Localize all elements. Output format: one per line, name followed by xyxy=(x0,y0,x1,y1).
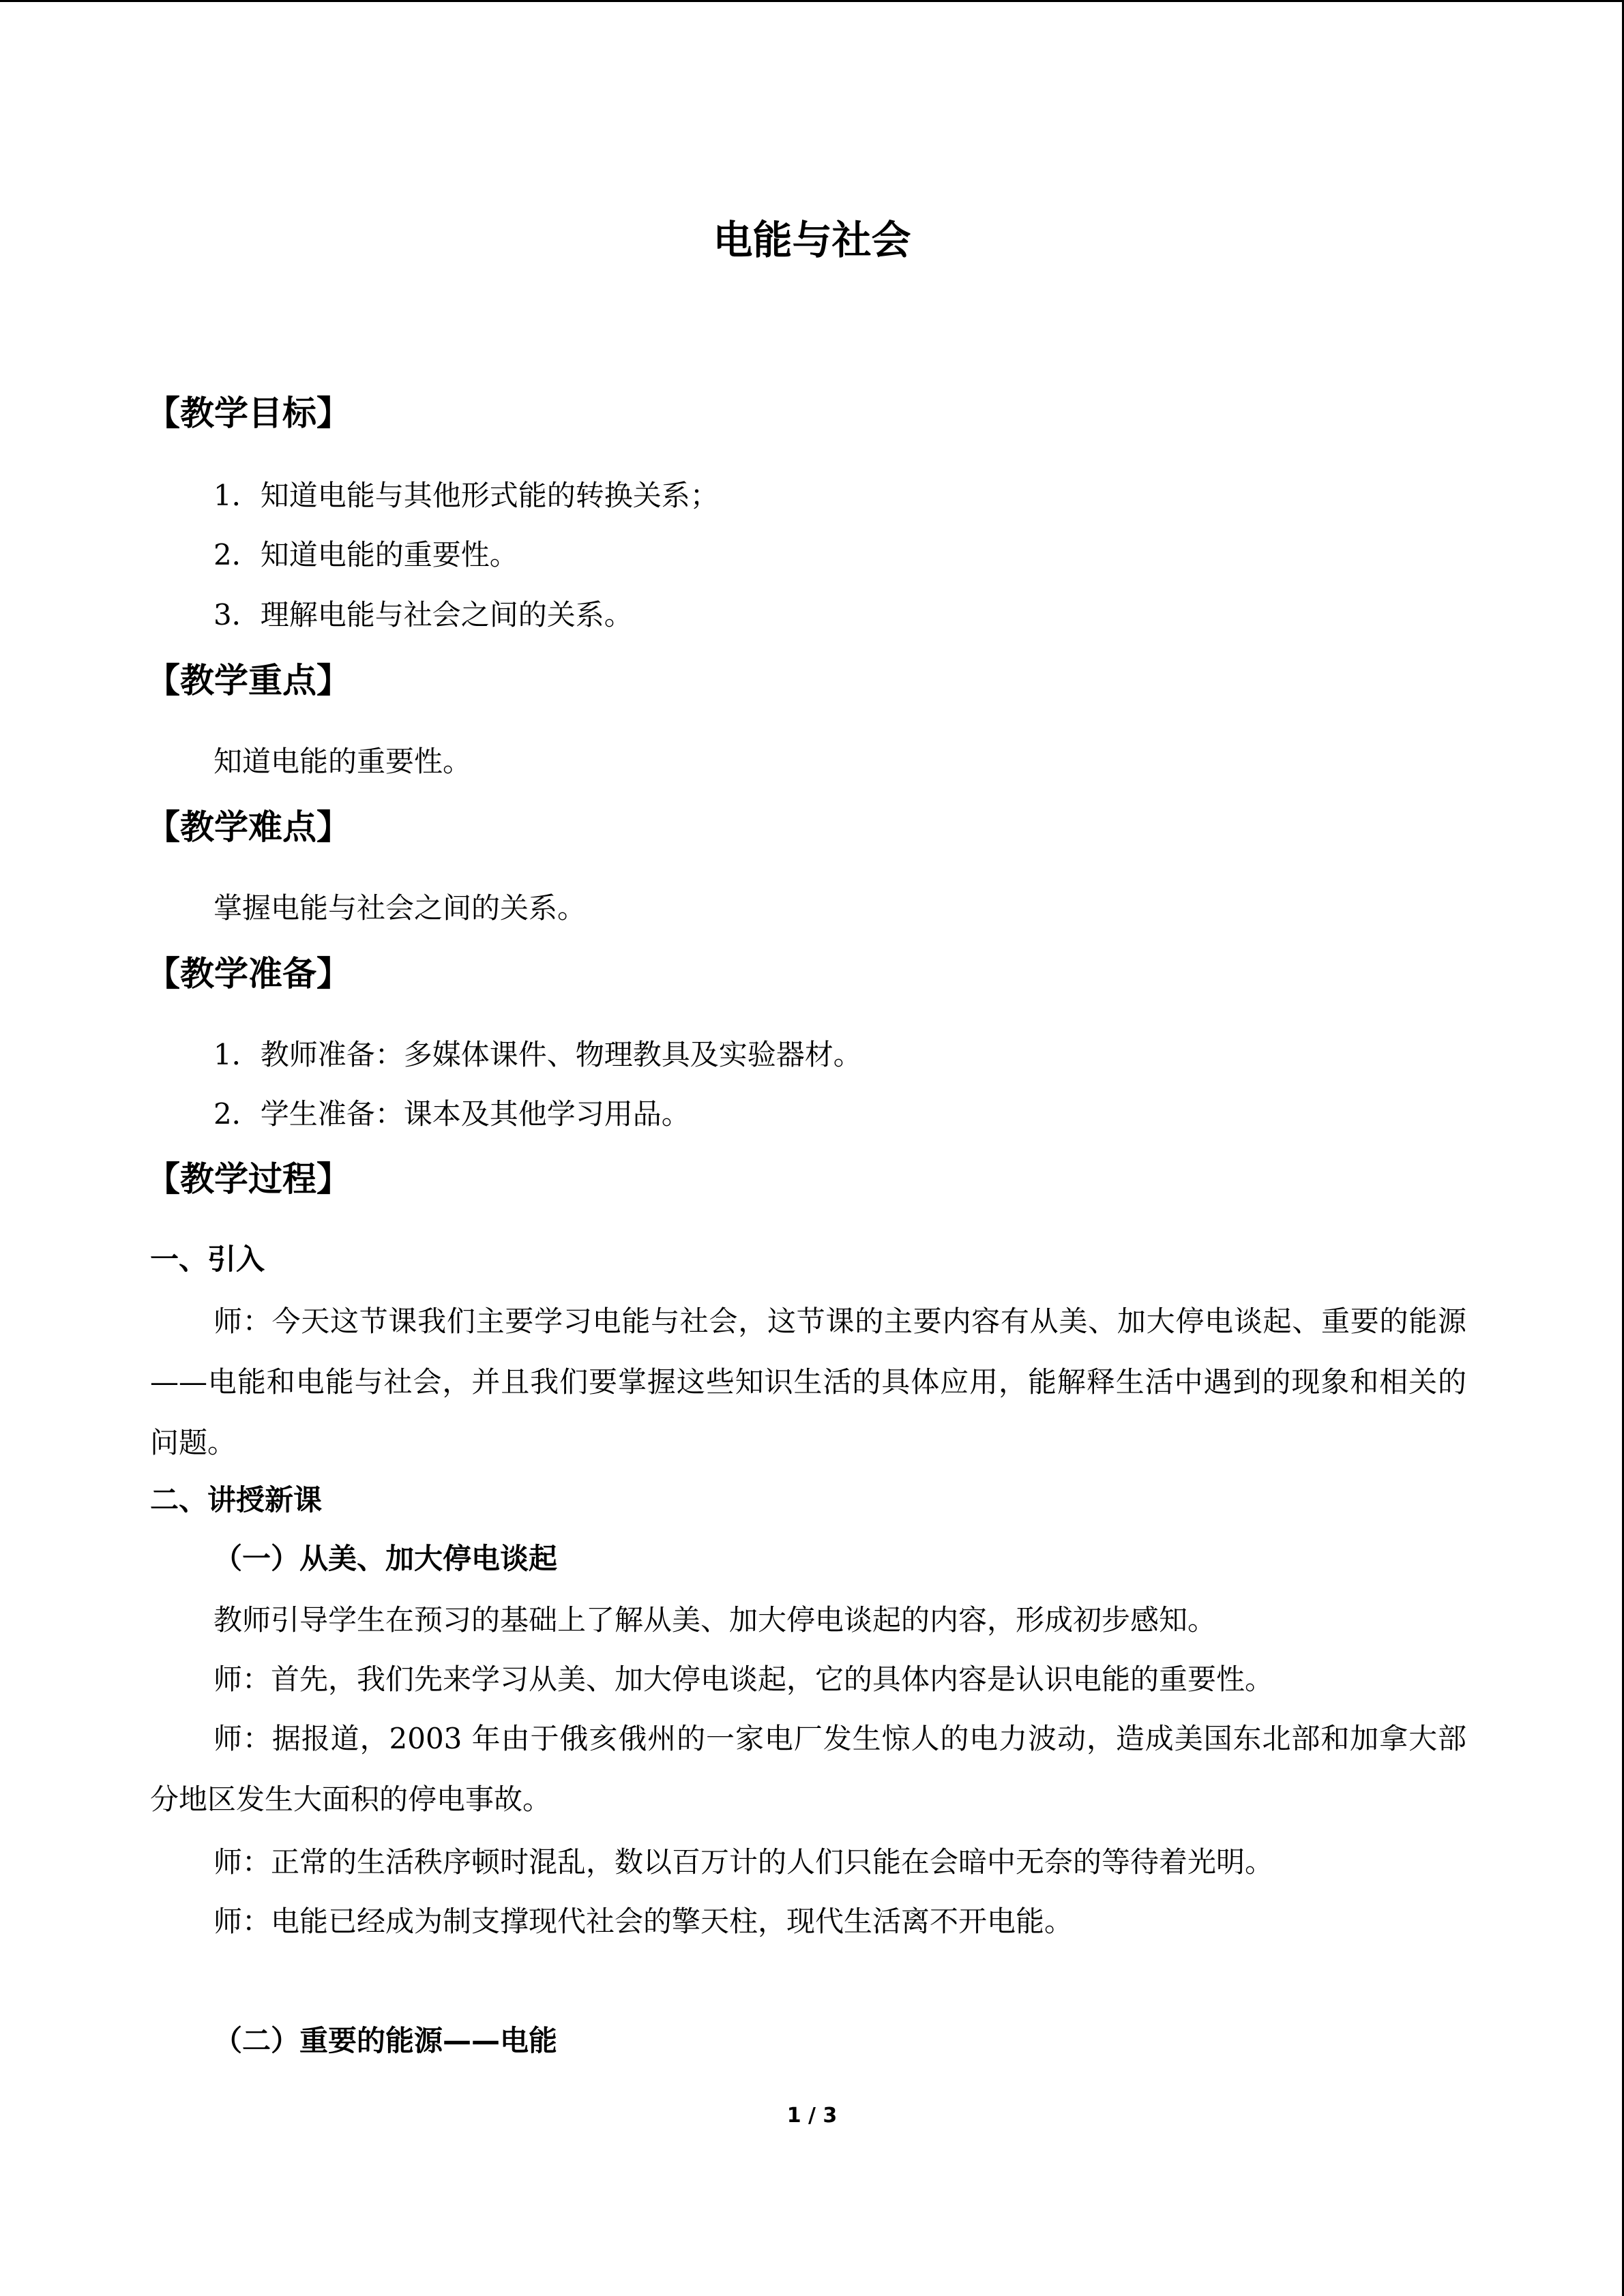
difficulties-heading: 【教学难点】 xyxy=(146,807,351,847)
key-points-heading: 【教学重点】 xyxy=(146,661,351,700)
sub1-line: 师：电能已经成为制支撑现代社会的擎天柱，现代生活离不开电能。 xyxy=(213,1905,1074,1938)
new-lesson-heading: 二、讲授新课 xyxy=(150,1483,323,1517)
preparation-item: 1．教师准备：多媒体课件、物理教具及实验器材。 xyxy=(213,1038,862,1071)
sub1-line: 师：首先，我们先来学习从美、加大停电谈起，它的具体内容是认识电能的重要性。 xyxy=(213,1663,1274,1696)
sub1-line: 教师引导学生在预习的基础上了解从美、加大停电谈起的内容，形成初步感知。 xyxy=(213,1603,1217,1637)
preparation-item: 2．学生准备：课本及其他学习用品。 xyxy=(213,1097,690,1131)
sub1-line: 师：正常的生活秩序顿时混乱，数以百万计的人们只能在会暗中无奈的等待着光明。 xyxy=(213,1845,1274,1879)
page-title: 电能与社会 xyxy=(713,217,911,263)
page-number: 1 / 3 xyxy=(786,2104,838,2128)
objective-item: 3．理解电能与社会之间的关系。 xyxy=(213,598,633,631)
process-heading: 【教学过程】 xyxy=(146,1159,351,1199)
sub2-heading: （二）重要的能源——电能 xyxy=(213,2024,558,2057)
objective-item: 2．知道电能的重要性。 xyxy=(213,538,518,571)
difficulties-text: 掌握电能与社会之间的关系。 xyxy=(213,891,587,925)
objective-item: 1．知道电能与其他形式能的转换关系； xyxy=(213,479,719,512)
intro-heading: 一、引入 xyxy=(150,1242,265,1276)
key-points-text: 知道电能的重要性。 xyxy=(213,745,472,778)
intro-paragraph: 师：今天这节课我们主要学习电能与社会，这节课的主要内容有从美、加大停电谈起、重要的能源——电能和电能与社会，并且我们要掌握这些知识生活的具体应用，能解释生活中遇到的现象和相关的问题。 xyxy=(150,1304,1466,1459)
sub1-paragraph: 师：据报道，2003 年由于俄亥俄州的一家电厂发生惊人的电力波动，造成美国东北部和加拿大部分地区发生大面积的停电事故。 xyxy=(150,1722,1466,1816)
objectives-heading: 【教学目标】 xyxy=(146,393,351,433)
preparation-heading: 【教学准备】 xyxy=(146,954,351,994)
sub1-heading: （一）从美、加大停电谈起 xyxy=(213,1542,558,1575)
